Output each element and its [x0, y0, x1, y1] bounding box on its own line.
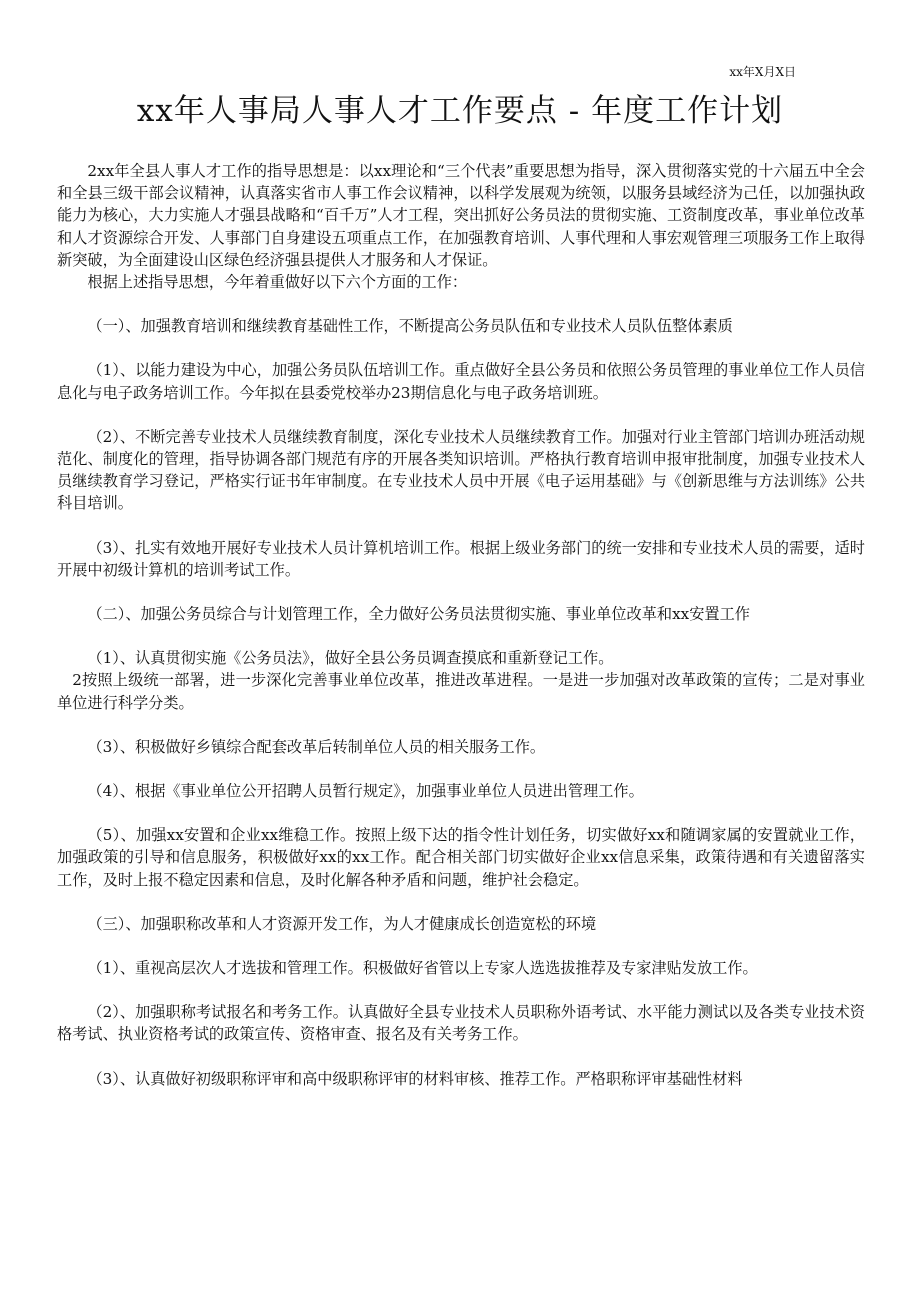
section-heading-2: （二）、加强公务员综合与计划管理工作，全力做好公务员法贯彻实施、事业单位改革和xx安置工作	[87, 605, 750, 624]
paragraph-item: 2按照上级统一部署，进一步深化完善事业单位改革，推进改革进程。一是进一步加强对改革政策的宣传；二是对事业单位进行科学分类。	[57, 671, 865, 712]
paragraph-item: （3）、积极做好乡镇综合配套改革后转制单位人员的相关服务工作。	[87, 737, 546, 756]
paragraph-guiding-thought: 2xx年全县人事人才工作的指导思想是：以xx理论和“三个代表”重要思想为指导，深入贯彻落实党的十六届五中全会和全县三级干部会议精神，认真落实省市人事工作会议精神，以科学发展观为统领，以服务县域经济为己任，以加强执政能力为核心，大力实施人才强县战略和“百千万”人才工程，突出抓好公务员法的贯彻实施、工资制度改革，事业单位改革和人才资源综合开发、人事部门自身建设五项重点工作，在加强教育培训、人事代理和人事宏观管理三项服务工作上取得新突破，为全面建设山区绿色经济强县提供人才服务和人才保证。	[57, 162, 865, 269]
paragraph-item: （1）、以能力建设为中心，加强公务员队伍培训工作。重点做好全县公务员和依照公务员管理的事业单位工作人员信息化与电子政务培训工作。今年拟在县委党校举办23期信息化与电子政务培训班。	[57, 361, 865, 402]
paragraph-item: （3）、扎实有效地开展好专业技术人员计算机培训工作。根据上级业务部门的统一安排和专业技术人员的需要，适时开展中初级计算机的培训考试工作。	[57, 538, 865, 579]
section-heading-1: （一）、加强教育培训和继续教育基础性工作，不断提高公务员队伍和专业技术人员队伍整体素质	[87, 317, 733, 336]
paragraph-item: （1）、重视高层次人才选拔和管理工作。积极做好省管以上专家人选选拔推荐及专家津贴发放工作。	[87, 959, 758, 978]
paragraph-item: （3）、认真做好初级职称评审和高中级职称评审的材料审核、推荐工作。严格职称评审基础性材料	[87, 1069, 743, 1088]
paragraph-item: （2）、不断完善专业技术人员继续教育制度，深化专业技术人员继续教育工作。加强对行业主管部门培训办班活动规范化、制度化的管理，指导协调各部门规范有序的开展各类知识培训。严格执行教育培训申报审批制度，加强专业技术人员继续教育学习登记，严格实行证书年审制度。在专业技术人员中开展《电子运用基础》与《创新思维与方法训练》公共科目培训。	[57, 427, 865, 513]
paragraph-item: （2）、加强职称考试报名和考务工作。认真做好全县专业技术人员职称外语考试、水平能力测试以及各类专业技术资格考试、执业资格考试的政策宣传、资格审查、报名及有关考务工作。	[57, 1003, 865, 1044]
section-heading-3: （三）、加强职称改革和人才资源开发工作，为人才健康成长创造宽松的环境	[87, 914, 597, 933]
paragraph-item: （4）、根据《事业单位公开招聘人员暂行规定》，加强事业单位人员进出管理工作。	[87, 782, 644, 801]
document-date: xx年X月X日	[729, 65, 796, 79]
paragraph-intro: 根据上述指导思想，今年着重做好以下六个方面的工作：	[87, 273, 468, 292]
paragraph-item: （1）、认真贯彻实施《公务员法》，做好全县公务员调查摸底和重新登记工作。	[87, 649, 614, 668]
paragraph-item: （5）、加强xx安置和企业xx维稳工作。按照上级下达的指令性计划任务，切实做好xx和随调家属的安置就业工作，加强政策的引导和信息服务，积极做好xx的xx工作。配合相关部门切实做好企业xx信息采集，政策待遇和有关遗留落实工作，及时上报不稳定因素和信息，及时化解各种矛盾和问题，维护社会稳定。	[57, 826, 865, 889]
document-title: xx年人事局人事人才工作要点 - 年度工作计划	[136, 93, 784, 129]
document-body	[57, 160, 865, 1090]
